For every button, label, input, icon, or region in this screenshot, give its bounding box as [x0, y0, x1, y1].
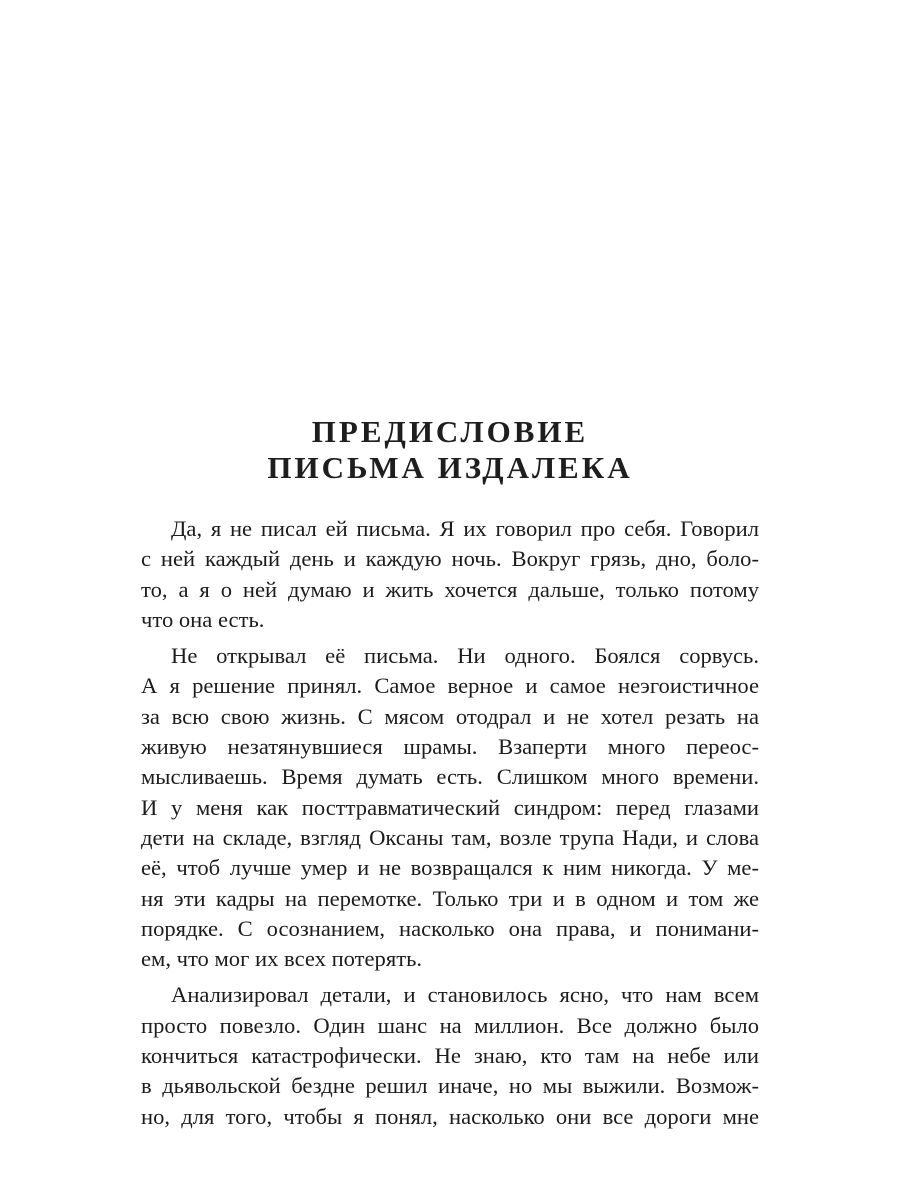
- text-line: в дьявольской бездне решил иначе, но мы выжили. Возмож-: [141, 1073, 759, 1099]
- text-line: Не открывал её письма. Ни одного. Боялся сорвусь.: [171, 643, 759, 669]
- text-line: живую незатянувшиеся шрамы. Взаперти много переос-: [141, 734, 759, 760]
- text-line: порядке. С осознанием, насколько она права, и понимани-: [141, 915, 759, 941]
- body-text: [141, 514, 759, 1132]
- text-line: дети на складе, взгляд Оксаны там, возле трупа Нади, и слова: [141, 824, 759, 850]
- text-line: что она есть.: [141, 606, 265, 632]
- text-line: с ней каждый день и каждую ночь. Вокруг грязь, дно, боло-: [141, 546, 759, 572]
- text-line: то, а я о ней думаю и жить хочется дальше, только потому: [141, 576, 759, 602]
- text-line: Анализировал детали, и становилось ясно, что нам всем: [171, 982, 759, 1008]
- text-line: но, для того, чтобы я понял, насколько они все дороги мне: [141, 1103, 759, 1129]
- chapter-subtitle: ПИСЬМА ИЗДАЛЕКА: [267, 450, 633, 485]
- text-line: Да, я не писал ей письма. Я их говорил про себя. Говорил: [171, 516, 759, 541]
- text-line: просто повезло. Один шанс на миллион. Все должно было: [141, 1012, 759, 1038]
- text-line: ем, что мог их всех потерять.: [141, 946, 423, 972]
- chapter-heading: [0, 414, 900, 486]
- text-line: её, чтоб лучше умер и не возвращался к ним никогда. У ме-: [141, 855, 759, 881]
- chapter-title: ПРЕДИСЛОВИЕ: [311, 414, 589, 449]
- text-line: кончиться катастрофически. Не знаю, кто там на небе или: [141, 1043, 759, 1069]
- text-line: И у меня как посттравматический синдром: перед глазами: [141, 794, 759, 820]
- text-line: А я решение принял. Самое верное и самое неэгоистичное: [141, 673, 759, 699]
- text-line: за всю свою жизнь. С мясом отодрал и не хотел резать на: [141, 703, 759, 729]
- text-line: ня эти кадры на перемотке. Только три и в одном и том же: [141, 885, 759, 911]
- text-line: мысливаешь. Время думать есть. Слишком много времени.: [141, 764, 759, 790]
